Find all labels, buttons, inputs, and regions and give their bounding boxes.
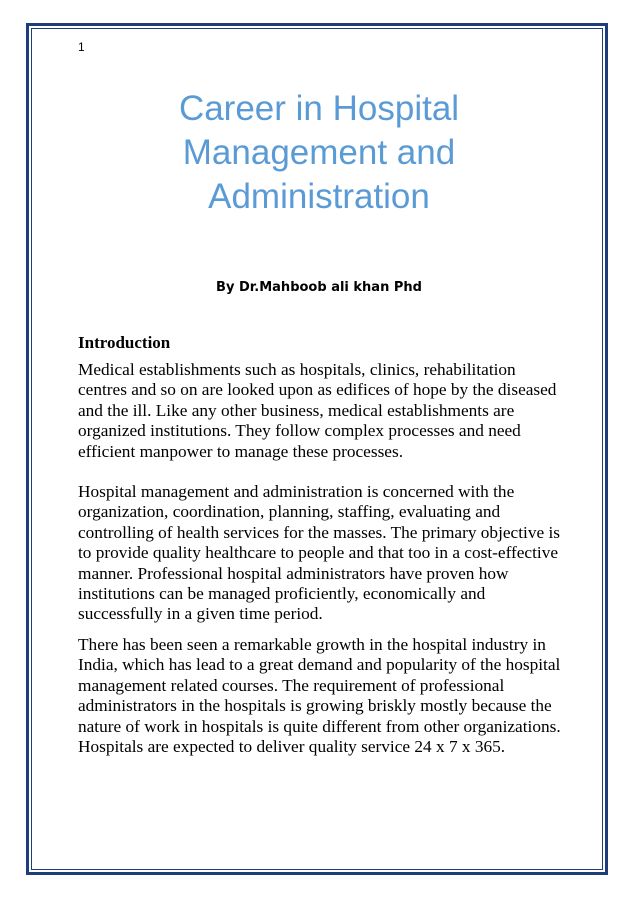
author-byline: By Dr.Mahboob ali khan Phd xyxy=(216,280,422,295)
page-number: 1 xyxy=(78,40,85,54)
body-paragraph: Medical establishments such as hospitals, clinics, rehabilitation centres and so on are looked upon as edifices of hope by the diseased and the ill. Like any other business, medical establishments are organized institutions. They follow complex processes and need efficient manpower to manage these processes. xyxy=(78,360,557,461)
body-paragraph: There has been seen a remarkable growth in the hospital industry in India, which has lead to a great demand and popularity of the hospital management related courses. The requirement of professional administrators in the hospitals is growing briskly mostly because the nature of work in hospitals is quite different from other organizations. Hospitals are expected to deliver quality service 24 x 7 x 365. xyxy=(78,635,561,757)
section-heading-introduction: Introduction xyxy=(78,333,171,352)
body-paragraph: Hospital management and administration is concerned with the organization, coordination, planning, staffing, evaluating and controlling of health services for the masses. The primary objective is to provide quality healthcare to people and that too in a cost-effective manner. Professional hospital administrators have proven how institutions can be managed proficiently, economically and successfully in a given time period. xyxy=(78,482,560,624)
document-title: Career in Hospital Management and Administration xyxy=(178,89,460,216)
